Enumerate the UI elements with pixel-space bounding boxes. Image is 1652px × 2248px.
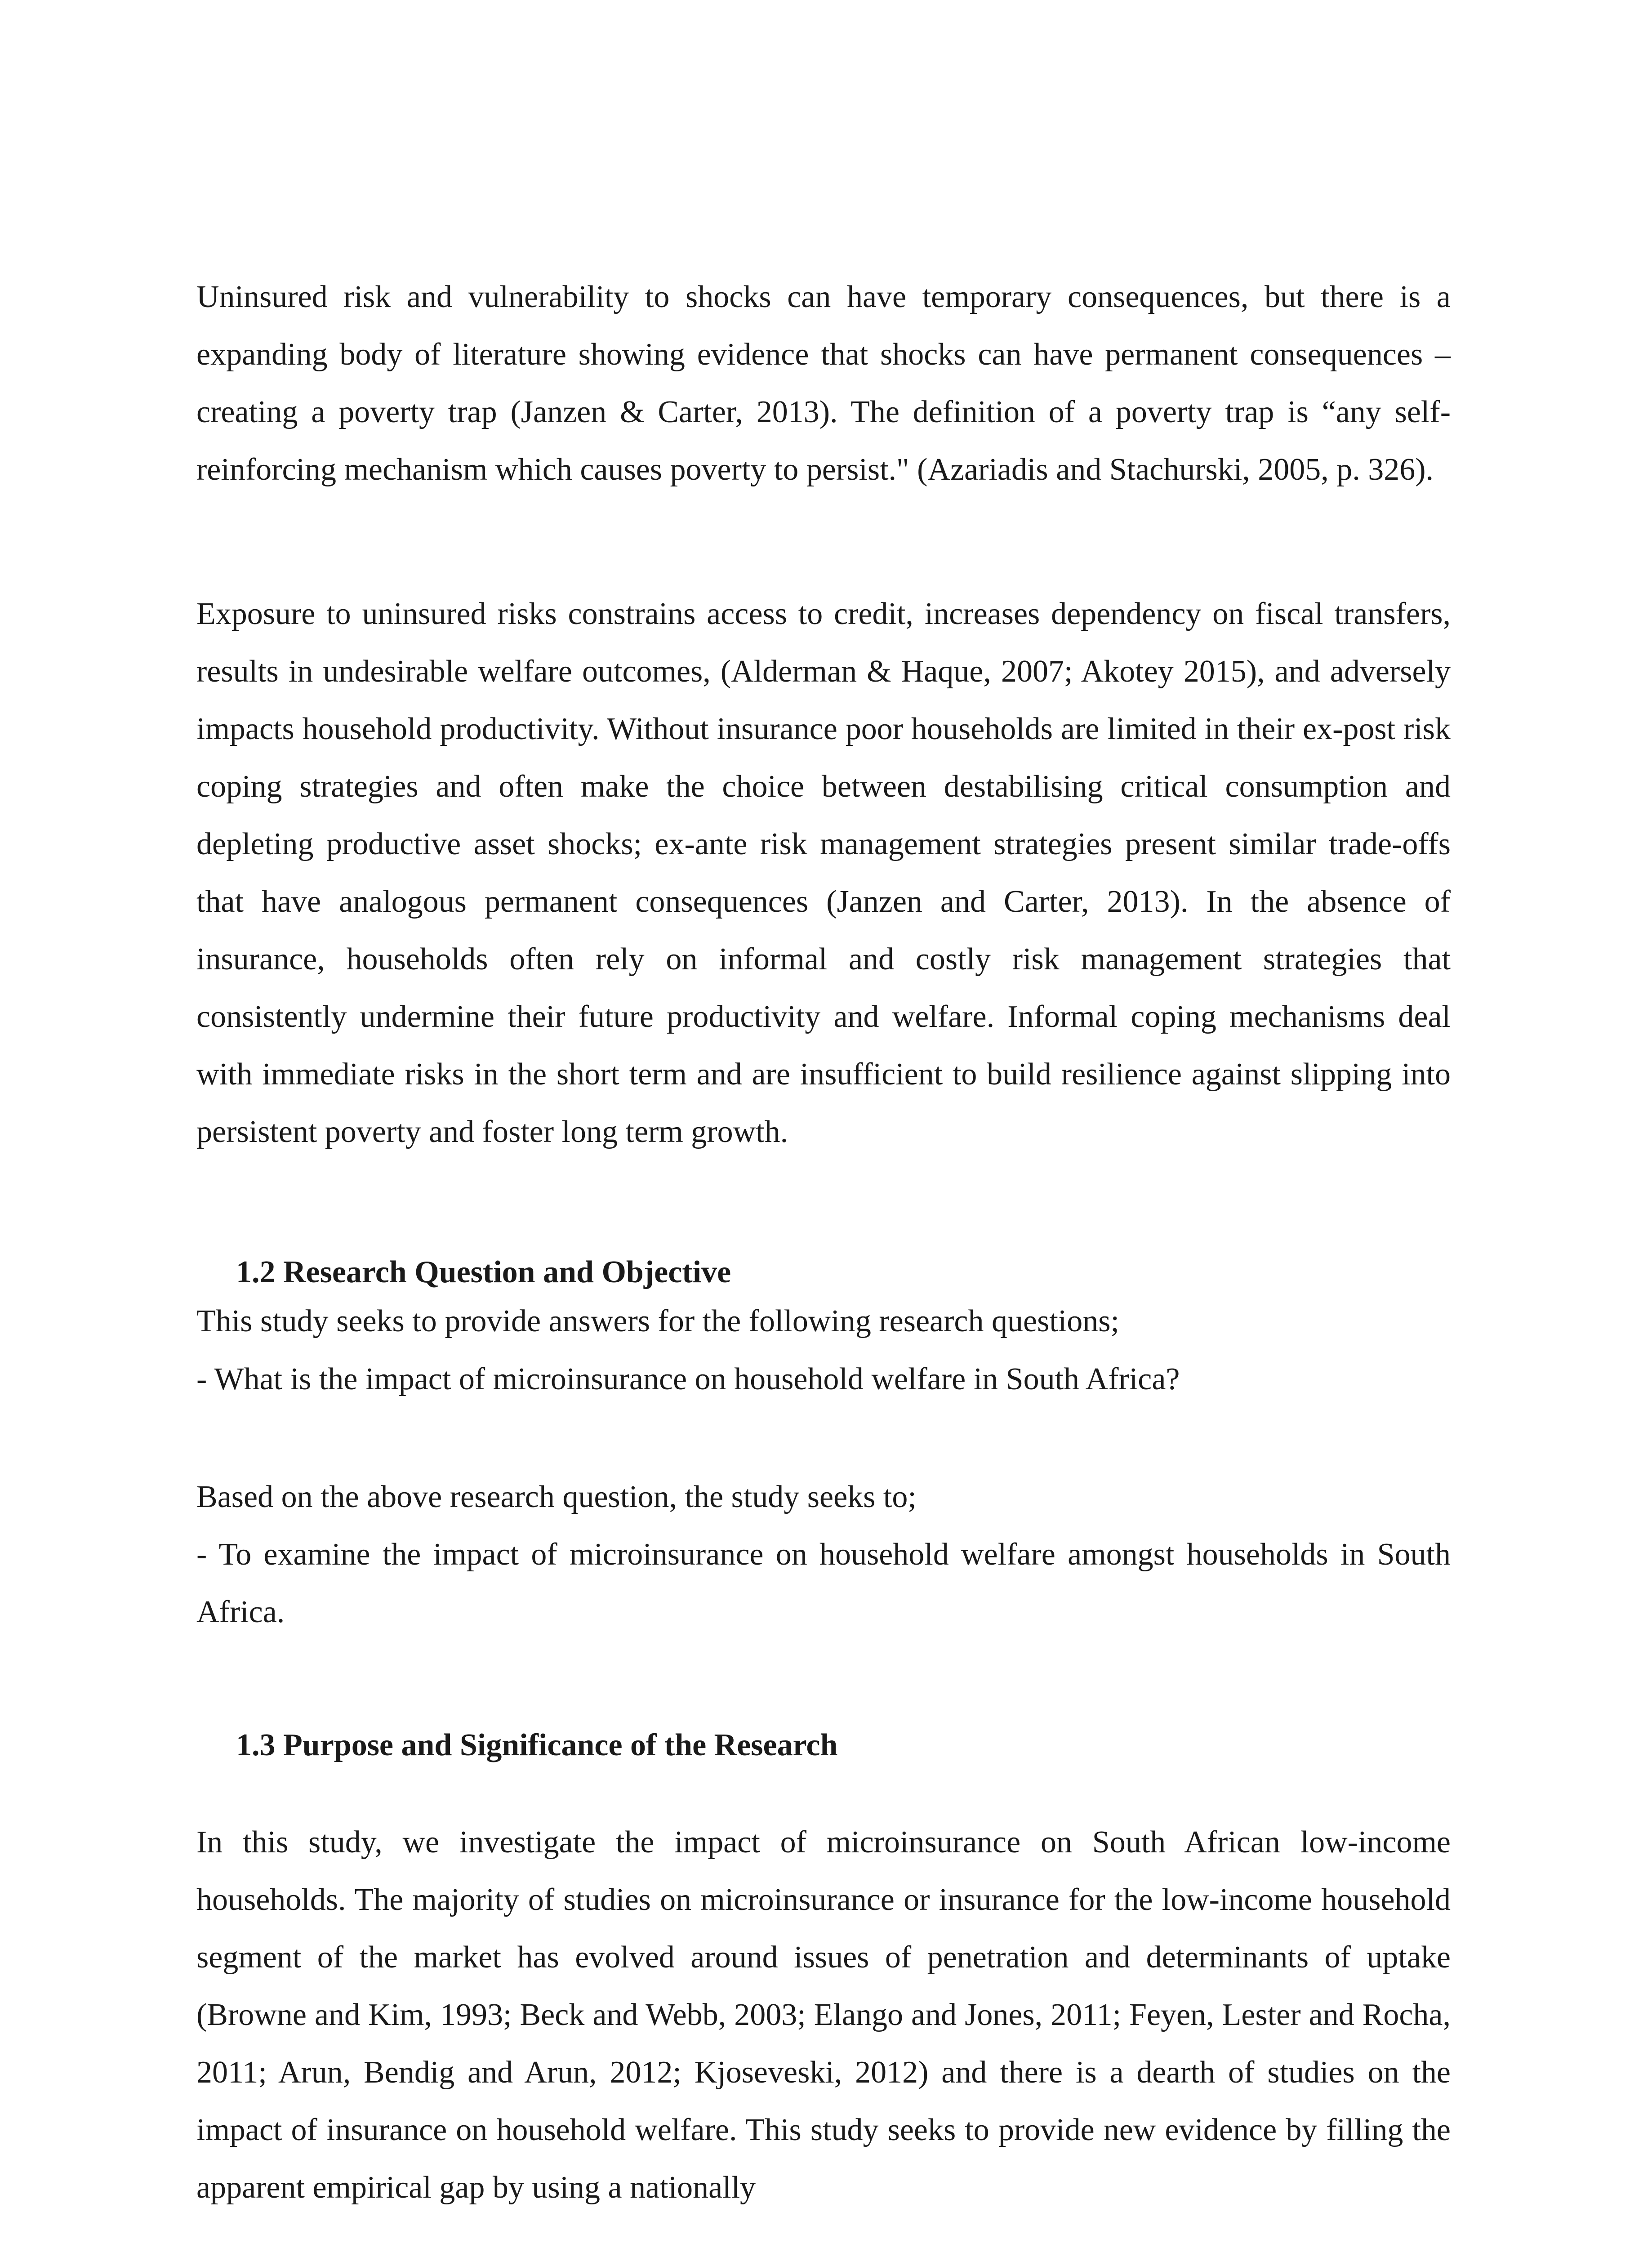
section-heading-purpose-significance: 1.3 Purpose and Significance of the Research [236,1728,838,1762]
section-heading-research-question: 1.2 Research Question and Objective [236,1255,731,1289]
objective-intro: Based on the above research question, the study seeks to; [196,1480,917,1514]
paragraph-purpose: In this study, we investigate the impact of microinsurance on South African low-income households. The majority of studies on microinsurance or insurance for the low-income household segment of the market has evolved around issues of penetration and determinants of uptake (Browne and Kim, 1993; Beck and Webb, 2003; Elango and Jones, 2011; Feyen, Lester and Rocha, 2011; Arun, Bendig and Arun, 2012; Kjoseveski, 2012) and there is a dearth of studies on the impact of insurance on household welfare. This study seeks to provide new evidence by filling the apparent empirical gap by using a nationally [196,1825,1451,2205]
paragraph-poverty-trap: Uninsured risk and vulnerability to shocks can have temporary consequences, but there is a expanding body of literature showing evidence that shocks can have permanent consequences – creating a poverty trap (Janzen & Carter, 2013). The definition of a poverty trap is “any self-reinforcing mechanism which causes poverty to persist." (Azariadis and Stachurski, 2005, p. 326). [196,280,1451,487]
objective-item: - To examine the impact of microinsurance on household welfare amongst households in South Africa. [196,1537,1451,1629]
research-question-item: - What is the impact of microinsurance on household welfare in South Africa? [196,1362,1180,1396]
research-question-intro: This study seeks to provide answers for the following research questions; [196,1304,1119,1338]
paragraph-uninsured-risks: Exposure to uninsured risks constrains access to credit, increases dependency on fiscal transfers, results in undesirable welfare outcomes, (Alderman & Haque, 2007; Akotey 2015), and adversely impacts household productivity. Without insurance poor households are limited in their ex-post risk coping strategies and often make the choice between destabilising critical consumption and depleting productive asset shocks; ex-ante risk management strategies present similar trade-offs that have analogous permanent consequences (Janzen and Carter, 2013). In the absence of insurance, households often rely on informal and costly risk management strategies that consistently undermine their future productivity and welfare. Informal coping mechanisms deal with immediate risks in the short term and are insufficient to build resilience against slipping into persistent poverty and foster long term growth. [196,597,1451,1149]
